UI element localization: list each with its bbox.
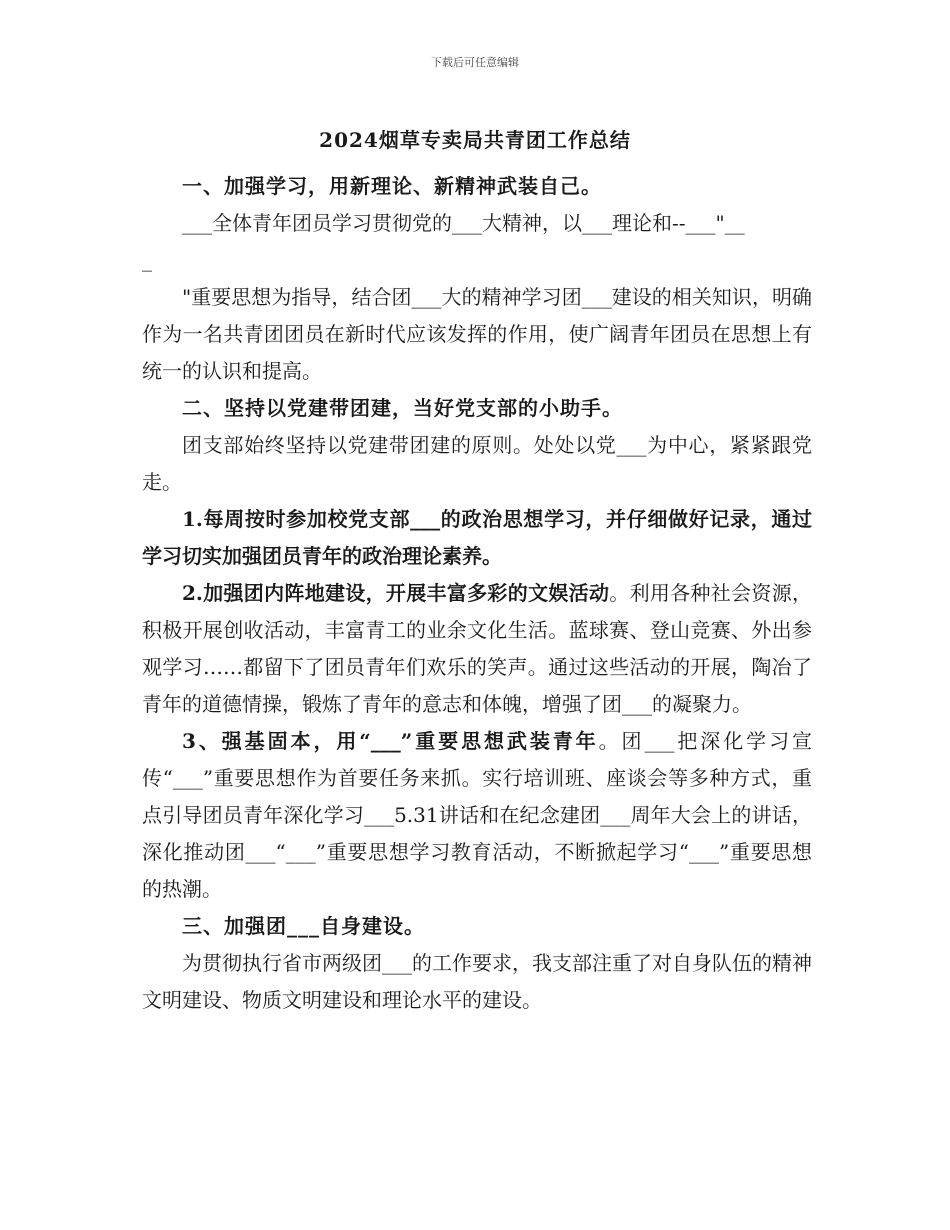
list-item-3-text: 。团___把深化学习宣传“___”重要思想作为首要任务来抓。实行培训班、座谈会等多种方式，重点引导团员青年深化学习___5.31讲话和在纪念建团___周年大会上的讲话，深化推动团___“___”重要思想学习教育活动，不断掀起学习“___”重要思想的热潮。 <box>142 729 812 901</box>
paragraph-1-line-1: ___全体青年团员学习贯彻党的___大精神，以___理论和--___"__ <box>182 211 745 235</box>
list-item-3-heading: 3、强基固本，用“___”重要思想武装青年 <box>182 729 599 753</box>
paragraph-1-line-2: _ <box>142 248 152 272</box>
section-heading-3: 三、加强团___自身建设。 <box>182 914 425 938</box>
section-heading-2: 二、坚持以党建带团建，当好党支部的小助手。 <box>182 396 623 420</box>
document-title: 2024烟草专卖局共青团工作总结 <box>319 128 631 152</box>
header-note: 下载后可任意编辑 <box>431 56 519 69</box>
document-body <box>142 168 812 1019</box>
list-item-1: 1.每周按时参加校党支部___的政治思想学习，并仔细做好记录，通过学习切实加强团员青年的政治理论素养。 <box>142 507 812 568</box>
section-heading-1: 一、加强学习，用新理论、新精神武装自己。 <box>182 174 602 198</box>
paragraph-3: 为贯彻执行省市两级团___的工作要求，我支部注重了对自身队伍的精神文明建设、物质文明建设和理论水平的建设。 <box>142 951 812 1012</box>
list-item-2-heading: 2.加强团内阵地建设，开展丰富多彩的文娱活动 <box>182 581 610 605</box>
list-item-3 <box>142 723 812 908</box>
paragraph-1-body: "重要思想为指导，结合团___大的精神学习团___建设的相关知识，明确作为一名共青团团员在新时代应该发挥的作用，使广阔青年团员在思想上有统一的认识和提高。 <box>142 285 812 383</box>
list-item-2 <box>142 575 812 723</box>
list-item-2-text: 。利用各种社会资源，积极开展创收活动，丰富青工的业余文化生活。蓝球赛、登山竞赛、外出参观学习……都留下了团员青年们欢乐的笑声。通过这些活动的开展，陶冶了青年的道德情操，锻炼了青年的意志和体魄，增强了团___的凝聚力。 <box>142 581 812 716</box>
paragraph-2: 团支部始终坚持以党建带团建的原则。处处以党___为中心，紧紧跟党走。 <box>142 433 812 494</box>
